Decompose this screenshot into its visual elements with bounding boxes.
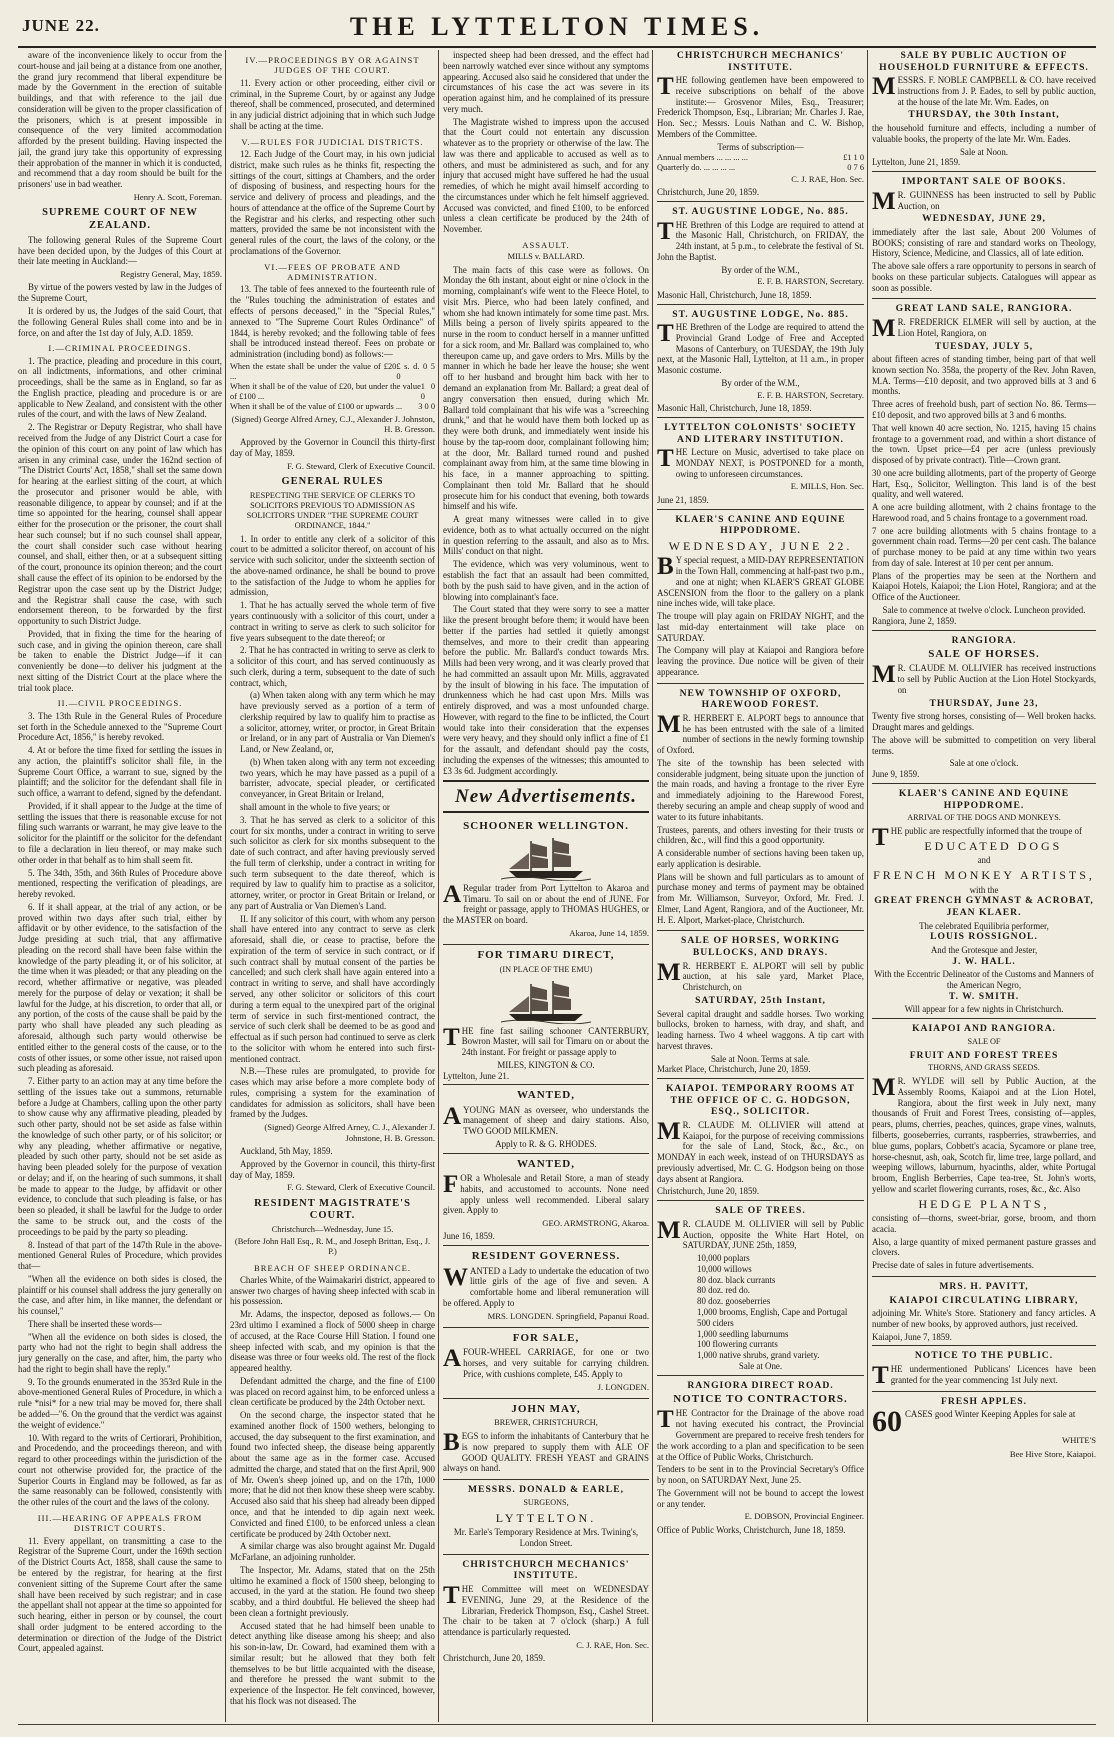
fee-amount: 3 0 0: [418, 402, 435, 412]
section-heading: IV.—PROCEEDINGS BY OR AGAINST JUDGES OF THE COURT.: [245, 55, 420, 76]
list-item: 80 doz. red do.: [697, 1285, 750, 1296]
ad-body: immediately after the last sale, About 200 Volumes of BOOKS; consisting of rare and standard works on Theology, History, Science, Medicine, and Classics, all of late edition.: [872, 226, 1096, 259]
ad-body: 30 one acre building allotments, part of the property of George Hart, Esq., Solicitor, Wellington. This land is of the best quality, and well watered.: [872, 467, 1096, 500]
ad-body: The above sale offers a rare opportunity to persons in search of books on these particular subjects. Catalogues will appear as soon as possible.: [872, 261, 1096, 293]
ad-title: SALE BY PUBLIC AUCTION OF HOUSEHOLD FURNITURE & EFFECTS.: [879, 50, 1089, 73]
dateline: Rangiora, June 2, 1859.: [872, 615, 957, 626]
paragraph: 1. The practice, pleading and procedure in this court, on all indictments, informations, and other criminal proceedings, shall be the same as in England, so far as the English practice, pleading and procedure is or are applicable to New Zealand, and consistent with the other rules of the court, and with the laws of New Zealand.: [18, 355, 222, 420]
ad-body: THE following gentlemen have been empowered to receive subscriptions on behalf of the above institute:— Grosvenor Miles, Esq., Treasurer; Frederick Thompson, Esq., Librarian; Mr. Charles J. Rae, Hon. Sec.; Messrs. Louis Nathan and C. W. Bishop, Members of the Committee.: [657, 73, 864, 140]
ad-subtitle: SALE OF HORSES.: [928, 648, 1040, 661]
article-subheading: (Before John Hall Esq., R. M., and Joseph Brittan, Esq., J. P.): [234, 1237, 431, 1257]
signature: (Signed) George Alfred Arney, C. J., Alexander J. Johnstone, H. B. Gresson.: [264, 1122, 435, 1143]
list-item: 100 flowering currants: [697, 1339, 778, 1350]
section-heading: BREACH OF SHEEP ORDINANCE.: [254, 1262, 411, 1273]
section-heading: III.—HEARING OF APPEALS FROM DISTRICT COURTS.: [37, 1512, 203, 1534]
fee-table: [230, 362, 435, 413]
advertisement: [443, 1327, 649, 1398]
section-heading: ASSAULT.: [522, 240, 570, 251]
ad-body: MR. WYLDE will sell by Public Auction, at the Assembly Rooms, Kaiapoi and at the Lion Hotel, Rangiora, about the first week in July next, many thousands of Fruit and Forest Trees, consisting of—apples, pears, plums, cherries, peaches, quinces, grape vines, walnuts, filberts, gooseberries, currants, raspberries, strawberries, and blue gums, poplars, Cobbett's acacia, Sycamore or plane tree, horse-chesnut, ash, oak, Scotch fir, lime tree, large pollard, and weeping willows, laburnum, hyacinths, alder, white Portugal broom, English Berberries, Cape tea-tree, St. John's worts, yellow and scarlet flowering currants, roses, &c., &c. Also: [872, 1074, 1096, 1194]
ad-signature: WHITE'S: [1061, 1435, 1096, 1446]
dateline: Office of Public Works, Christchurch, June 18, 1859.: [657, 1524, 846, 1535]
ad-display-line: HEDGE PLANTS,: [918, 1196, 1050, 1211]
ad-title: IMPORTANT SALE OF BOOKS.: [901, 176, 1067, 188]
ad-display-line: WEDNESDAY, JUNE 22.: [668, 538, 853, 553]
ad-body: MR. CLAUDE M. OLLIVIER will sell by Public Auction, opposite the White Hart Hotel, on SATURDAY, JUNE 25th, 1859,: [657, 1216, 864, 1251]
list-item: 1,000 native shrubs, grand variety.: [697, 1350, 820, 1361]
ad-title: SCHOONER WELLINGTON.: [463, 819, 629, 832]
sale-day: WEDNESDAY, JUNE 29,: [922, 213, 1046, 225]
ad-body: the household furniture and effects, including a number of valuable books, the property of the late Mr. Wm. Eades.: [872, 123, 1096, 144]
ad-signature: C. J. RAE, Hon. Sec.: [576, 1639, 649, 1650]
paragraph: 4. At or before the time fixed for settling the issues in any action, the plaintiff's solicitor shall file, in the Supreme Court Office, a warrant to sue, signed by the plaintiff; and the solicitor for the defendant shall file in such office, a warrant to defend, signed by the defendant.: [18, 745, 222, 799]
paragraph: The evidence, which was very voluminous, went to establish the fact that an assault had been committed, both by the push said to have given, and in the action of blowing into complainant's face.: [443, 559, 649, 602]
ad-signature: E. F. B. HARSTON, Secretary.: [757, 389, 864, 400]
paragraph: It is ordered by us, the Judges of the said Court, that the following General Rules shall come into and be in force, on and after the 1st day of July, A.D. 1859.: [18, 305, 222, 338]
price-amount: £1 1 0: [843, 152, 864, 162]
ad-body: about fifteen acres of standing timber, being part of that well known section No. 358a, the property of the Rev. John Raven, M.A. Terms—£10 deposit, and two approved bills at 3 and 6 months.: [872, 354, 1096, 397]
paragraph: aware of the inconvenience likely to occur from the court-house and jail being at a distance from one another, the grand jury recommend that liberal expenditure be made by the Government in the erection of suitable buildings, and that with reference to the jail due consideration will be given to the proper classification of the prisoners, which is at present impossible in consequence of the very limited accommodation afforded by the present building. Having inspected the jail, the grand jury take this opportunity of expressing their approbation of the manner in which it is conducted, and recommend that a day room should be built for the prisoners' use in bad weather.: [18, 50, 222, 190]
ad-signature: Bee Hive Store, Kaiapoi.: [1009, 1448, 1096, 1459]
ad-line: Sale at Noon.: [959, 146, 1009, 157]
ad-title: MESSRS. DONALD & EARLE,: [467, 1484, 624, 1496]
ad-body: MR. HERBERT E. ALPORT will sell by public auction, at his sale yard, Market Place, Christchurch, on: [657, 958, 864, 993]
ad-body: Plans of the properties may be seen at the Northern and Kaiapoi Hotels, Kaiapoi; the Lion Hotel, Rangiora; and at the Office of the Auctioneer.: [872, 570, 1096, 603]
ad-title: SALE OF TREES.: [715, 1205, 806, 1217]
ad-title: CHRISTCHURCH MECHANICS' INSTITUTE.: [676, 50, 845, 73]
ad-title: LYTTELTON COLONISTS' SOCIETY AND LITERARY INSTITUTION.: [664, 421, 857, 445]
advertisement: [657, 683, 864, 931]
column-2: [230, 50, 435, 1722]
list-item: 10,000 willows: [697, 1263, 752, 1274]
ad-body: AYOUNG MAN as overseer, who understands the management of sheep and dairy stations. Also, TWO GOOD MILKMEN.: [443, 1102, 649, 1137]
ad-body: THE Committee will meet on WEDNESDAY EVENING, June 29, at the Residence of the Librarian, Frederick Thompson, Esq., Cashel Street. The chair to be taken at 7 o'clock (sharp.) A full attendance is particularly requested.: [443, 1581, 649, 1638]
ad-display-line: GREAT FRENCH GYMNAST & ACROBAT, JEAN KLAER.: [874, 895, 1094, 918]
ad-body: Also, a large quantity of mixed permanent pasture grasses and clovers.: [872, 1236, 1096, 1258]
advertisement: [872, 298, 1096, 629]
paragraph: 11. Every appellant, on transmitting a case to the Registrar of the Supreme Court, under the 169th section of the District Courts Act, 1858, shall cause the same to be entered by the registrar, for hearing at the first convenient sitting of the Supreme Court after the same shall have been received by such registrar; and in case the appellant shall not appear at the time so appointed for such hearing, either in person or by counsel, the court shall order judgment to be entered according to the determination or direction of the Judge of the District Court, appealed against.: [18, 1535, 222, 1654]
fee-label: When it shall be of the value of £20, but under the value of £100 ...: [230, 382, 421, 402]
ad-title: FOR TIMARU DIRECT,: [477, 949, 615, 962]
ad-body: Precise date of sales in future advertisements.: [872, 1260, 1034, 1271]
advertisement: [443, 1554, 649, 1667]
performer-name: LOUIS ROSSIGNOL.: [930, 931, 1038, 943]
section-heading: V.—RULES FOR JUDICIAL DISTRICTS.: [241, 136, 424, 147]
advertisement: [657, 50, 864, 201]
ad-signature: C. J. RAE, Hon. Sec.: [791, 173, 864, 184]
list-item: 10,000 poplars: [697, 1253, 750, 1264]
sale-day: SATURDAY, 25th Instant,: [695, 994, 826, 1006]
ad-subtitle: (IN PLACE OF THE EMU): [499, 964, 593, 974]
ad-body: THE public are respectfully informed that the troupe of: [872, 824, 1082, 852]
paragraph: 1. In order to entitle any clerk of a solicitor of this court to be admitted a solicitor thereof, on account of his service with such solicitor, under the sixteenth section of the above-named ordinance, he shall be bound to prove to the satisfaction of the Judge to whom he applies for admission,: [230, 533, 435, 598]
ad-body: THE undermentioned Publicans' Licences have been granted for the year commencing 1st July next.: [872, 1362, 1096, 1390]
ad-title: WANTED,: [516, 1089, 576, 1102]
advertisement: [872, 1345, 1096, 1390]
paragraph: "When all the evidence on both sides is closed, the party who had not the right to begin shall address the jury generally on the case, and after, him, the party who had the right to begin shall have the reply.": [18, 1331, 222, 1374]
ad-title: NEW TOWNSHIP OF OXFORD, HAREWOOD FOREST.: [679, 687, 842, 711]
signature: (Signed) George Alfred Arney, C.J., Alexander J. Johnston, H. B. Gresson.: [231, 413, 435, 434]
dateline: Akaroa, June 14, 1859.: [569, 927, 649, 938]
ad-line: Will appear for a few nights in Christchurch.: [904, 1004, 1064, 1015]
ad-body: Twenty five strong horses, consisting of— Well broken hacks. Draught mares and geldings.: [872, 711, 1096, 733]
ad-body: Several capital draught and saddle horses. Two working bullocks, broken to harness, with dray, and shaft, and leading harness. Two 4 wheel waggons. A tip cart with harvest thraves.: [657, 1008, 864, 1051]
dateline: Market Place, Christchurch, June 20, 1859.: [657, 1064, 811, 1075]
bottom-rule: [18, 1724, 1096, 1725]
tree-list: [657, 1253, 864, 1361]
ad-body: MR. HERBERT E. ALPORT begs to announce that he has been entrusted with the sale of a limited number of sections in the newly forming township of Oxford.: [657, 710, 864, 756]
column-rule: [438, 50, 439, 1722]
ad-body: The Government will not be bound to accept the lowest or any tender.: [657, 1487, 864, 1509]
performer-name: J. W. HALL.: [952, 955, 1016, 967]
advertisement: [443, 1398, 649, 1479]
ad-line: with the: [969, 884, 999, 895]
ad-title: RESIDENT GOVERNESS.: [471, 1250, 621, 1263]
sale-day: THURSDAY, June 23,: [929, 697, 1039, 709]
new-advertisements-banner: New Advertisements.: [443, 780, 649, 813]
ad-subtitle: NOTICE TO CONTRACTORS.: [673, 1393, 848, 1406]
list-item: 1,000 seedling laburnums: [697, 1328, 789, 1339]
column-rule: [867, 50, 868, 1722]
paragraph: A similar charge was also brought against Mr. Dugald McFarlane, an adjoining runholder.: [230, 1541, 435, 1563]
ad-line: By order of the W.M.,: [721, 264, 800, 275]
ad-signature: MILES, KINGTON & CO.: [497, 1059, 595, 1070]
dateline: Christchurch, June 20, 1859.: [657, 187, 760, 198]
list-item: 80 doz. black currants: [697, 1274, 776, 1285]
advertisement: [657, 304, 864, 417]
paragraph: Charles White, of the Waimakariri district, appeared to answer two charges of having sheep infected with scab in his possession.: [230, 1274, 435, 1307]
dateline: Registry General, May, 1859.: [120, 269, 222, 280]
fee-label: When it shall be of the value of £100 or upwards ...: [230, 402, 403, 412]
ad-title: GREAT LAND SALE, RANGIORA.: [895, 303, 1073, 315]
ad-line: Sale at One.: [738, 1360, 783, 1371]
list-item: 500 ciders: [697, 1317, 734, 1328]
ad-subtitle: KAIAPOI CIRCULATING LIBRARY,: [889, 1294, 1079, 1306]
fee-amount: 1 0 0: [420, 382, 435, 402]
ad-title: WANTED,: [516, 1157, 576, 1170]
paragraph: 3. The 13th Rule in the General Rules of Procedure set forth in the Schedule annexed to the "Supreme Court Procedure Act, 1856," is hereby revoked.: [18, 710, 222, 743]
column-1: [18, 50, 222, 1722]
ad-line: Sale to commence at twelve o'clock. Luncheon provided.: [882, 605, 1086, 616]
paragraph: The main facts of this case were as follows. On Monday the 6th instant, about eight or nine o'clock in the morning, complainant's wife went to the Fleece Hotel, to visit Mrs. Pierce, who had been lately confined, and whom she had known intimately for some time past. Mrs. Mills being a person of lively spirits appeared to the nurse in the room to conduct herself in a manner unfitted for a sick room, and Mr. Ballard was complained to, who thereupon came up, and gave orders to Mrs. Mills by the manner in which he bade her leave the house; she went off to her husband and brought him back with her to demand an explanation from Mr. Ballard; a great deal of angry conversation then ensued, during which Mr. Ballard told complainant that his wife was a "screeching drunk," and that he would have them both locked up as they were both drunk, and immediately went inside his house by the tap-room door, complainant following him; at the door, Mr. Ballard turned round and pushed complainant away from him, at the same time blowing in his face, in a manner approaching to spitting. Complainant then told Mr. Ballard that he should prosecute him for his conduct that evening, both towards himself and his wife.: [443, 264, 649, 512]
ad-line: And the Grotesque and Jester,: [930, 944, 1038, 955]
ad-title: KLAER'S CANINE AND EQUINE HIPPODROME.: [898, 787, 1070, 811]
advertisement: [872, 50, 1096, 171]
ad-body: Trustees, parents, and others investing for their trusts or children, &c., will find this a good opportunity.: [657, 824, 864, 846]
advertisement: [872, 171, 1096, 298]
paragraph: On the second charge, the inspector stated that he examined another flock of 1500 wethers, belonging to accused, the day subsequent to the first examination, and found two infected sheep, the disease being apparently about the same age as in the former case. Accused admitted the charge, and stated that on the first April, 900 of Mr. Owen's sheep joined up, and on the 17th, 1000 more; that he did not then know these sheep were scabby. Accused also said that his sheep had already been dipped once, and that he intended to dip again next week. Convicted and fined £100, to be enforced unless a clean certificate be produced by 24th October next.: [230, 1410, 435, 1539]
dateline: Kaiapoi, June 7, 1859.: [872, 1331, 952, 1342]
advertisement: [443, 1084, 649, 1152]
advertisement: [657, 417, 864, 509]
paragraph: 8. Instead of that part of the 147th Rule in the above-mentioned General Rules of Procedure, which provides that—: [18, 1239, 222, 1272]
ad-body: 7 one acre building allotments with 5 chains frontage to a government chain road. Terms—20 per cent cash. The balance of purchase money to be paid at any time within two years from day of sale. Interest at 10 per cent per annum.: [872, 525, 1096, 568]
price-amount: 0 7 6: [847, 162, 864, 172]
paragraph: (b) When taken along with any term not exceeding two years, which he may have passed as a pupil of a barrister, advocate, special pleader, or certificated conveyancer, in Great Britain or Ireland,: [240, 756, 435, 800]
advertisement: [657, 201, 864, 304]
ad-title: ST. AUGUSTINE LODGE, No. 885.: [672, 308, 849, 320]
ad-signature: GEO. ARMSTRONG, Akaroa.: [542, 1218, 649, 1229]
dateline: Lyttelton, June 21, 1859.: [872, 157, 961, 168]
ad-body: A considerable number of sections having been taken up, early application is desirable.: [657, 848, 864, 869]
ad-title: MRS. H. PAVITT,: [939, 1280, 1029, 1292]
ad-line: With the Eccentric Delineator of the Customs and Manners of the American Negro,: [874, 969, 1094, 991]
ad-body: THE fine fast sailing schooner CANTERBURY, Bowron Master, will sail for Timaru on or about the 24th instant. For freight or passage apply to: [443, 1023, 649, 1058]
performer-name: T. W. SMITH.: [948, 990, 1020, 1002]
issue-date: JUNE 22.: [22, 16, 100, 35]
ad-signature: E. DOBSON, Provincial Engineer.: [744, 1511, 864, 1522]
ad-line: Sale at Noon. Terms at sale.: [710, 1053, 811, 1064]
dateline: Christchurch, June 20, 1859.: [657, 1186, 760, 1197]
ad-body: THE Lecture on Music, advertised to take place on MONDAY NEXT, is POSTPONED for a month, owing to unforeseen circumstances.: [657, 445, 864, 479]
quantity-number: 60: [872, 1405, 902, 1439]
ad-line: and: [977, 855, 991, 866]
sailing-ship-icon: [501, 978, 591, 1024]
section-heading: II.—CIVIL PROCEEDINGS.: [57, 698, 183, 709]
section-heading: I.—CRIMINAL PROCEEDINGS.: [48, 343, 192, 354]
paragraph: Provided, if it shall appear to the Judge at the time of settling the issues that there is reasonable excuse for not filing such warrants or warrant, he may give leave to the solicitor for the plaintiff or the solicitor for the defendant to file a declaration in lieu thereof, or may make such other order in that behalf as to him shall seem fit.: [18, 800, 222, 865]
signature: Henry A. Scott, Foreman.: [133, 191, 222, 202]
paragraph: By virtue of the powers vested by law in the Judges of the Supreme Court,: [18, 282, 222, 304]
price-row: [657, 163, 864, 173]
price-label: Annual members ... ... ... ...: [657, 152, 748, 162]
ad-display-line: LYTTELTON.: [495, 1510, 597, 1525]
advertisement: [872, 1276, 1096, 1345]
ad-display-line: FRENCH MONKEY ARTISTS,: [873, 868, 1095, 883]
column-5: [872, 50, 1096, 1722]
ad-body: MR. FREDERICK ELMER will sell by auction, at the Lion Hotel, Rangiora, on: [872, 315, 1096, 343]
advertisement: [872, 630, 1096, 783]
paragraph: Provided, that in fixing the time for the hearing of such case, and in giving the opinion thereon, care shall be taken to enable the District Judge—if it can conveniently be done—to deliver his judgment at the next sitting of the District Court at the place where the trial took place.: [18, 628, 222, 693]
article-heading: SUPREME COURT OF NEW ZEALAND.: [42, 207, 198, 232]
paragraph: Approved by the Governor in council, this thirty-first day of May, 1859.: [230, 1158, 435, 1180]
ad-signature: J. LONGDEN.: [597, 1381, 649, 1392]
ad-line: Sale at one o'clock.: [949, 758, 1019, 769]
paragraph: 5. The 34th, 35th, and 36th Rules of Procedure above mentioned, respecting the verification of pleadings, are hereby revoked.: [18, 867, 222, 900]
advertisement: [657, 1200, 864, 1374]
column-rule: [225, 50, 226, 1722]
paragraph: Approved by the Governor in Council this thirty-first day of May, 1859.: [230, 437, 435, 459]
advertisement: [872, 783, 1096, 1018]
ad-body: WANTED a Lady to undertake the education of two little girls of the age of five and seven. A comfortable home and liberal remuneration will be offered. Apply to: [443, 1263, 649, 1308]
ad-subtitle: SURGEONS,: [523, 1497, 569, 1507]
article-subheading: Christchurch—Wednesday, June 15.: [271, 1225, 394, 1235]
paragraph: 12. Each Judge of the Court may, in his own judicial district, make such rules as he thinks fit, respecting the sittings of the court, sittings at Chambers, and the order of disposing of business, and respecting hours for the service and delivery of process and pleadings, and the hours of attendance at the office of the Supreme Court by the Registrar and his clerks, and respecting other such matters, provided the same be not inconsistent with the general rules of the court, the laws of the colony, or the proclamations of the Governor.: [230, 149, 435, 256]
ad-body: BY special request, a MID-DAY REPRESENTATION in the Town Hall, commencing at half-past two p.m., and one at night; when KLAER'S GREAT GLOBE ASCENSION from the floor to the gallery on a plank nine inches wide, will take place.: [657, 553, 864, 609]
ad-signature: E. F. B. HARSTON, Secretary.: [757, 276, 864, 287]
ad-subtitle: ARRIVAL OF THE DOGS AND MONKEYS.: [907, 813, 1061, 823]
paragraph: Accused stated that he had himself been unable to detect anything like disease among his sheep; and also his son-in-law, Dr. Coward, had examined them with a similar result; but he allowed that they both felt themselves to be but little acquainted with the disease, and therefore he pressed the want submit to the experience of the Inspector. He felt convinced, however, that his flock was not diseased. The: [230, 1620, 435, 1707]
ad-title: KAIAPOI. TEMPORARY ROOMS AT THE OFFICE OF C. G. HODGSON, ESQ., SOLICITOR.: [665, 1083, 856, 1118]
paragraph: 9. To the grounds enumerated in the 353rd Rule in the above-mentioned General Rules of Procedure, in which a rule *nisi* for a new trial may be moved for, there shall be added—"6. On the ground that the verdict was against the weight of evidence.": [18, 1376, 222, 1430]
dateline: Masonic Hall, Christchurch, June 18, 1859.: [657, 403, 812, 414]
ad-line: The celebrated Equilibria performer,: [919, 920, 1049, 931]
ad-title: KAIAPOI AND RANGIORA.: [912, 1023, 1056, 1035]
paragraph: shall amount in the whole to five years; or: [240, 801, 390, 812]
ad-body: Three acres of freehold bush, part of section No. 86. Terms—£10 deposit, and two approved bills at 3 and 6 months.: [872, 399, 1096, 420]
paragraph: "When all the evidence on both sides is closed, the plaintiff or his counsel shall address the jury generally on the case, and after him, in like manner, the defendant or his counsel,": [18, 1273, 222, 1317]
ad-body: That well known 40 acre section, No. 1215, having 15 chains frontage to a government road, and within a short distance of the town. Upset price—£4 per acre (unless previously disposed of by private contract). Title—Crown grant.: [872, 422, 1096, 466]
advertisement: [657, 930, 864, 1078]
ad-signature: Apply to R. & G. RHODES.: [495, 1138, 597, 1149]
dateline: June 16, 1859.: [443, 1231, 495, 1242]
article-subheading: RESPECTING THE SERVICE OF CLERKS TO SOLICITORS PREVIOUS TO ADMISSION AS SOLICITORS UNDER "THE SUPREME COURT ORDINANCE, 1844.": [246, 490, 419, 531]
paragraph: 2. The Registrar or Deputy Registrar, who shall have received from the Judge of any District Court a case for the opinion of this court on any point of law which has arisen in any criminal case, under the 162nd section of "The District Courts' Act, 1858," shall set the same down for hearing at the earliest sitting of the court, at which the prosecutor and prisoner would be able, with reasonable diligence, to appear by counsel; and if at the time so appointed for the hearing, counsel shall appear either for the prosecution or the prisoner, the court shall hear such counsel; but if no such counsel shall appear, the court shall consider such case without hearing counsel, and shall, either then, or at a subsequent sitting of the court, pronounce its opinion thereon; and the court shall cause the effect of its opinion to be endorsed by the Registrar upon the case sent up by the District Judge; and the Registrar shall cause the case, with such endorsement thereon, to be forwarded by the first opportunity to such District Judge.: [18, 422, 222, 627]
ad-subtitle: BREWER, CHRISTCHURCH,: [494, 1418, 598, 1428]
ad-line: Terms of subscription—: [717, 141, 804, 152]
signature: F. G. Steward, Clerk of Executive Council.: [287, 460, 435, 471]
ad-line: By order of the W.M.,: [721, 378, 800, 389]
ad-title: FRESH APPLES.: [940, 1395, 1028, 1407]
paragraph: 2. That he has contracted in writing to serve as clerk to a solicitor of this court, and has served continuously as such clerk, during a term, subsequent to the date of such contract, which,: [230, 645, 435, 688]
paragraph: 13. The table of fees annexed to the fourteenth rule of the "Rules touching the administration of estates and effects of persons deceased," in the "Special Rules," annexed to "The Supreme Court Rules Ordinance" of 1844, is hereby revoked; and the following table of fees shall be introduced instead thereof. Fees on probate or administration (including bond) as follows:—: [230, 284, 435, 360]
ad-title: FOR SALE,: [512, 1331, 580, 1344]
ad-body: THE Brethren of the Lodge are required to attend the Provincial Grand Lodge of Free and Accepted Masons of Canterbury, on TUESDAY, the 19th July next, at the Masonic Hall, Lyttelton, at 11 a.m., in proper Masonic costume.: [657, 320, 864, 376]
advertisement: [657, 1078, 864, 1200]
paragraph: The following general Rules of the Supreme Court have been decided upon, by the Judges of this Court at their late meeting in Auckland:—: [18, 234, 222, 267]
paragraph: The Magistrate wished to impress upon the accused that the Court could not entertain any discussion whatever as to the propriety or otherwise of the law. The law was there and applicable to accused as well as to others, and must be administered as such, and for any injury that accused might have suffered he had the usual remedies, of which he might avail himself according to the circumstances under which he felt himself aggrieved. Accused was convicted, and fined £100, to be enforced unless a clean certificate be produced by the 24th of November.: [443, 116, 649, 235]
ad-body: ARegular trader from Port Lyttelton to Akaroa and Timaru. To sail on or about the end of JUNE. For freight or passage, apply to THOMAS HUGHES, or the MASTER on board.: [443, 880, 649, 926]
article-heading: RESIDENT MAGISTRATE'S COURT.: [254, 1197, 411, 1222]
paragraph: Defendant admitted the charge, and the fine of £100 was placed on record against him, to be enforced unless a clean certificate be produced by the 24th October next.: [230, 1375, 435, 1408]
ad-signature: E. MILLS, Hon. Sec.: [790, 481, 864, 492]
advertisement: [657, 509, 864, 683]
ad-body: MESSRS. F. NOBLE CAMPBELL & CO. have received instructions from J. P. Eades, to sell by public auction, at the house of the late Mr. Wm. Eades, on: [872, 73, 1096, 107]
newspaper-title: THE LYTTELTON TIMES.: [349, 12, 765, 41]
ad-body-wrap: [872, 1405, 1096, 1439]
advertisement: [443, 944, 649, 1084]
ad-title: KLAER'S CANINE AND EQUINE HIPPODROME.: [675, 513, 846, 537]
price-label: Quarterly do. ... ... ... ...: [657, 162, 736, 172]
paragraph: N.B.—These rules are promulgated, to provide for cases which may arise before a more complete body of rules, comprising a system for the examination of candidates for admission as solicitors, shall have been framed by the Judges.: [230, 1066, 435, 1120]
ad-body: MR. CLAUDE M. OLLIVIER will attend at Kaiapoi, for the purpose of receiving commissions for the sale of Land, Stock, &c., &c., on MONDAY in each week, instead of on THURSDAYS as previously advertised, Mr. C. G. Hodgson being on those days absent at Rangiora.: [657, 1117, 864, 1184]
ad-title: ST. AUGUSTINE LODGE, No. 885.: [672, 206, 849, 218]
dateline: June 9, 1859.: [872, 769, 920, 780]
ad-body: Mr. Earle's Temporary Residence at Mrs. Twining's, London Street.: [453, 1527, 639, 1549]
sailing-ship-icon: [501, 835, 591, 881]
sale-day: THURSDAY, the 30th Instant,: [908, 109, 1060, 121]
ad-body: The above will be submitted to competition on very liberal terms.: [872, 734, 1096, 756]
ad-subtitle: FRUIT AND FOREST TREES: [909, 1049, 1059, 1061]
list-item: 80 doz. gooseberries: [697, 1296, 771, 1307]
paragraph: (a) When taken along with any term which he may have previously served as a portion of a term of clerkship required by law to qualify him to practise as a solicitor, attorney, writer, or proctor, in Great Britain or Ireland, or in any part of Australia or Van Diemen's Land, or New Zealand, or,: [240, 690, 435, 755]
column-4: [657, 50, 864, 1722]
paragraph: Mr. Adams, the inspector, deposed as follows.— On 23rd ultimo I examined a flock of 5000 sheep in charge of accused, at the Race Course Hill Station. I found one sheep infected with scab, and my opinion is that the disease was three or four weeks old. The rest of the flock appeared healthy.: [230, 1309, 435, 1374]
fee-row: [230, 362, 435, 382]
ad-body: Plans will be shown and full particulars as to amount of purchase money and terms of payment may be obtained from Mr. Williamson, Surveyor, Oxford, Mr. Fred. J. Elmer, Land Agent, Rangiora, and of the Auctioneer, Mr. H. E. Alport, Market-place, Christchurch.: [657, 871, 864, 925]
column-3: [443, 50, 649, 1722]
paragraph: inspected sheep had been dressed, and the effect had been narrowly watched ever since without any symptoms appearing. Accused also said he considered that under the circumstances of his case the act was severe in its operation against him, and he complained of its pressure very much.: [443, 50, 649, 114]
ad-subtitle: SALE OF: [967, 1036, 1001, 1046]
paragraph: 6. If it shall appear, at the trial of any action, or be proved within two days after such trial, either by affidavit or by other evidence, to the satisfaction of the Judge presiding at such trial, that any affirmative pleading on the record shall have been false within the knowledge of the party pleading it, or of his solicitor, at the time when it was pleaded; or that any pleading on the record, whether affirmative or negative, was pleaded merely for the purpose of delay or vexation; it shall be lawful for the Judge, at his discretion, to order that all, or any portion, of the costs of the cause shall be paid by the party who shall have pleaded any such pleading as aforesaid, although such party would otherwise be entitled either to the general costs of the cause, or to the costs of other issues, or some other issue, not raised upon such pleading as aforesaid.: [18, 901, 222, 1074]
advertisement: [443, 1479, 649, 1554]
ad-title: CHRISTCHURCH MECHANICS' INSTITUTE.: [462, 1558, 630, 1582]
paragraph: A great many witnesses were called in to give evidence, both as to what actually occurred on the night in question referring to the assault, and also as to Mrs. Mills' conduct on that night.: [443, 514, 649, 557]
fee-row: [230, 382, 435, 402]
list-item: 1,000 brooms, English, Cape and Portugal: [697, 1306, 848, 1317]
ad-body: CASES good Winter Keeping Apples for sale at: [905, 1409, 1076, 1420]
ad-title: SALE OF HORSES, WORKING BULLOCKS, AND DRAYS.: [681, 935, 840, 959]
ad-body: THE Contractor for the Drainage of the above road not having executed his contract, the Provincial Government are prepared to receive fresh tenders for the work according to a plan and specification to be seen at the Office of Public Works, Christchurch.: [657, 1406, 864, 1462]
ad-body: BEGS to inform the inhabitants of Canterbury that he is now prepared to supply them with ALE OF GOOD QUALITY. FRESH YEAST and GRAINS always on hand.: [443, 1429, 649, 1474]
ad-title: RANGIORA DIRECT ROAD.: [687, 1379, 834, 1391]
ad-body: adjoining Mr. White's Store. Stationery and fancy articles. A number of new books, by approved authors, just received.: [872, 1308, 1096, 1329]
advertisement: [443, 816, 649, 945]
article-heading: GENERAL RULES: [281, 476, 384, 488]
advertisement: [443, 1153, 649, 1246]
advertisement: [872, 1391, 1096, 1465]
paragraph: The Inspector, Mr. Adams, stated that on the 25th ultimo he examined a flock of 1500 sheep, belonging to accused, in the yard at the station. He found two sheep scabby, and a third doubtful. He believed the sheep had been clean a fortnight previously.: [230, 1564, 435, 1618]
paragraph: II. If any solicitor of this court, with whom any person shall have entered into any contract to serve as clerk aforesaid, shall die, or cease to practise, before the expiration of the term of service in such contract, or if such contract shall by mutual consent of the parties be cancelled; and such clerk shall have again entered into a contract in writing to serve, and shall have accordingly served, any other solicitor or solicitors of this court during a term equal to the unexpired part of the original term of service in such first-mentioned contract, the service of such clerk shall be deemed to be as good and effectual as if such person had continued to serve as clerk to the solicitor with whom he entered into such first-mentioned contract.: [230, 913, 435, 1064]
signature: F. G. Steward, Clerk of Executive Council.: [287, 1182, 435, 1193]
ad-body: The Company will play at Kaiapoi and Rangiora before leaving the province. Due notice will be given of their appearance.: [657, 645, 864, 677]
fee-amount: £ s. d. 0 5 0: [396, 361, 435, 381]
ad-body: The site of the township has been selected with considerable judgment, being situate upon the junction of the main roads, and having a frontage to the river Eyre and immediately adjoining to the Harewood Forest, thereby securing an ample and cheap supply of wood and water to its future inhabitants.: [657, 757, 864, 822]
section-heading: VI.—FEES OF PROBATE AND ADMINISTRATION.: [264, 261, 401, 283]
ad-title: NOTICE TO THE PUBLIC.: [914, 1350, 1054, 1362]
sale-day: TUESDAY, JULY 5,: [934, 340, 1034, 352]
fee-label: When the estate shall be under the value of £20 ...: [230, 361, 397, 381]
paragraph: 3. That he has served as clerk to a solicitor of this court for six months, under a contract in writing to serve such solicitor as clerk for six months subsequent to the date of such contract, and after having previously served the full term of clerkship, under a contract in writing for such term subsequent to the date thereof, which is required by law to qualify him to practise as a solicitor, attorney, writer, or proctor in Great Britain or Ireland, or any part of Australia or Van Diemen's Land.: [230, 814, 435, 911]
ad-body: Tenders to be sent in to the Provincial Secretary's Office by noon, on SATURDAY Next, June 25.: [657, 1464, 864, 1486]
ad-title: JOHN MAY,: [511, 1402, 581, 1415]
ad-title: RANGIORA.: [951, 634, 1017, 646]
masthead: [18, 8, 1096, 48]
paragraph: 7. Either party to an action may at any time before the settling of the issues take out a summons, returnable before a Judge at Chambers, calling upon the other party to show cause why any affirmative pleading, pleaded by such other party, should not be set aside as false within the knowledge of such other party, or of his solicitor; or why any pleading, whether affirmative or negative, pleaded by such other party, should not be set aside as having been pleaded solely for the purpose of vexation or delay; and if, on the hearing of such summons, it shall be made to appear to the Judge, by affidavit or other evidence, to conclude that such pleading is false, or has been so pleaded, it shall be lawful for the Judge to order the same to be struck out, and the costs of the proceedings to be paid by the party so pleading.: [18, 1076, 222, 1237]
dateline: Masonic Hall, Christchurch, June 18, 1859.: [657, 289, 812, 300]
advertisement: [872, 1018, 1096, 1276]
dateline: Christchurch, June 20, 1859.: [443, 1653, 546, 1664]
dateline: Lyttelton, June 21.: [443, 1070, 510, 1081]
column-rule: [652, 50, 653, 1722]
ad-body: MR. GUINNESS has been instructed to sell by Public Auction, on: [872, 187, 1096, 215]
ad-body: consisting of—thorns, sweet-briar, gorse, broom, and thorn acacia.: [872, 1213, 1096, 1234]
ad-subtitle: THORNS, AND GRASS SEEDS.: [928, 1063, 1040, 1073]
fee-row: [230, 402, 435, 412]
ad-body: THE Brethren of this Lodge are required to attend at the Masonic Hall, Christchurch, on FRIDAY, the 24th instant, at 5 p.m., to celebrate the festival of St. John the Baptist.: [657, 217, 864, 262]
paragraph: 10. With regard to the writs of Certiorari, Prohibition, and Procedendo, and the proceedings thereon, and with regard to other proceedings within the jurisdiction of the court not otherwise provided for, the practice of the Superior Courts in England may be followed, as far as the same reasonably can be followed, consistently with the other rules of the court and the laws of the colony.: [18, 1432, 222, 1508]
ad-body: AFOUR-WHEEL CARRIAGE, for one or two horses, and very suitable for carrying children. Price, with cushions complete, £45. Apply to: [443, 1345, 649, 1379]
price-row: [657, 153, 864, 163]
ad-body: The troupe will play again on FRIDAY NIGHT, and the last mid-day entertainment will take place on SATURDAY.: [657, 611, 864, 643]
paragraph: Auckland, 5th May, 1859.: [240, 1145, 333, 1156]
ad-body: FOR a Wholesale and Retail Store, a man of steady habits, and accustomed to accounts. None need apply unless well recommended. Liberal salary given. Apply to: [443, 1170, 649, 1216]
ad-display-line: EDUCATED DOGS: [924, 838, 1063, 853]
ad-body: MR. CLAUDE M. OLLIVIER has received instructions to sell by Public Auction at the Lion Hotel Stockyards, on: [872, 661, 1096, 695]
ad-signature: MRS. LONGDEN. Springfield, Papanui Road.: [487, 1310, 649, 1321]
case-title: MILLS v. BALLARD.: [507, 252, 585, 262]
paragraph: 11. Every action or other proceeding, either civil or criminal, in the Supreme Court, by or against any Judge thereof, shall be commenced, prosecuted, and determined in any judicial district adjoining that in which such Judge shall be acting at the time.: [230, 77, 435, 131]
paragraph: There shall be inserted these words—: [28, 1318, 162, 1329]
ad-body: A one acre building allotment, with 2 chains frontage to the Harewood road, and 5 chains frontage to a government road.: [872, 502, 1096, 523]
dateline: June 21, 1859.: [657, 494, 709, 505]
paragraph: The Court stated that they were sorry to see a matter like the present brought before them; it would have been better if the parties had settled it quietly amongst themselves, and more to their credit than appearing before the public. Mr. Ballard's conduct towards Mrs. Mills had been very wrong, and it was clearly proved that he had committed an assault upon Mr. Mills, aggravated by the insult of blowing in his face. The imputation of drunkenness which he had cast upon Mrs. Mills was entirely disproved, and was a most unfounded charge. However, with regard to the fine to be inflicted, the Court would take into their consideration that the expenses were very heavy, and they should only inflict a fine of £1 for the assault, and defendant should pay the costs, including the expenses of the witnesses; this amounted to £3 3s 6d. Judgment accordingly.: [443, 604, 649, 776]
advertisement: [657, 1375, 864, 1539]
paragraph: 1. That he has actually served the whole term of five years continuously with a solicitor of this court, under a contract in writing to serve as clerk to such solicitor for five years subsequent to the date thereof; or: [230, 600, 435, 643]
advertisement: [443, 1245, 649, 1327]
